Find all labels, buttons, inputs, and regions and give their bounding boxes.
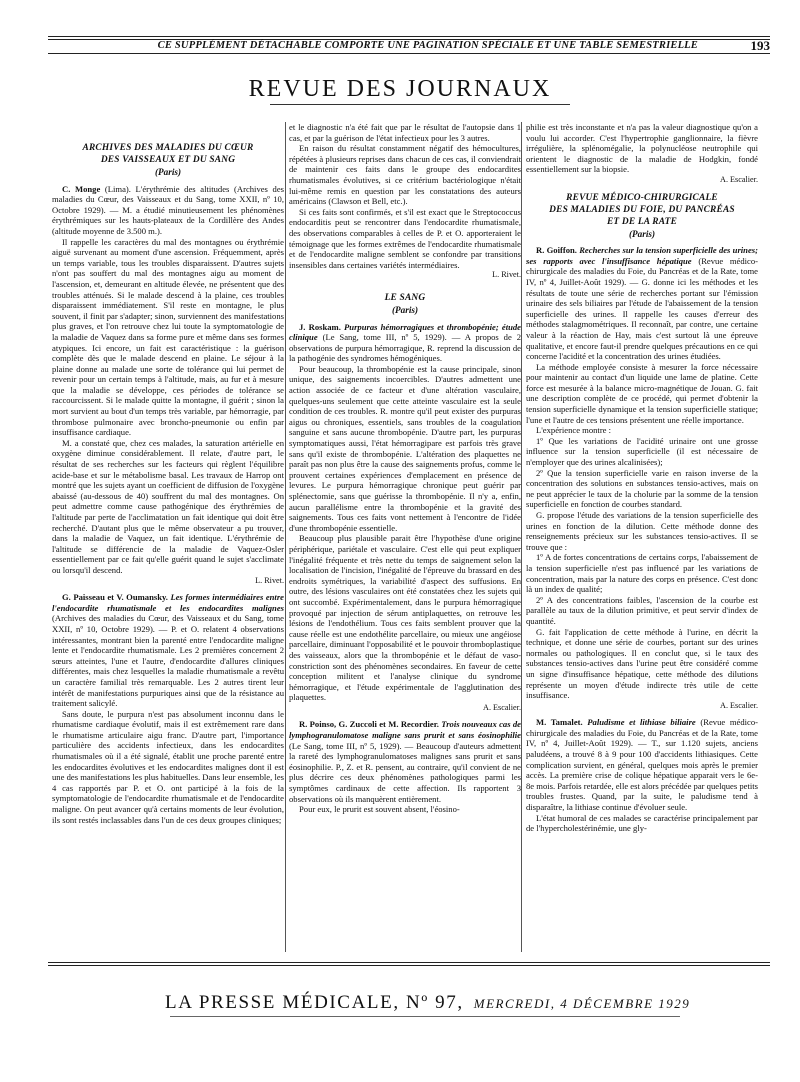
article-signature: A. Escalier. — [720, 700, 758, 710]
journal-footer — [165, 992, 690, 1014]
article-abstract — [52, 592, 284, 709]
column-2 — [289, 122, 521, 815]
article-paragraph: La méthode employée consiste à mesurer la force nécessaire pour maintenir au contact d'un liquide une lame de platine. Cette force est mesurée à la balance micro-magnétique de Jouan. G. fait une description complète de ce procédé, qui permet d'obtenir la tension superficielle dynamique et la tension superficielle statique; l'une et l'autre de ces tensions présentent une réelle importance. — [526, 361, 758, 425]
journal-heading: ET DE LA RATE — [606, 216, 678, 227]
article-author: R. Poinso, G. Zuccoli et M. Recordier. — [299, 719, 439, 730]
column-divider — [285, 122, 286, 952]
journal-heading: REVUE MÉDICO-CHIRURGICALE — [566, 192, 718, 203]
article-paragraph: Il rappelle les caractères du mal des montagnes ou érythrémie aiguë survenant au moment d'une ascension. Fréquemment, après un temps variable, tous les troubles disparaissent. D'autres sujets n'ont pas souffert du mal des montagnes aigu au moment de l'ascension, et, demeurant en altitude élevée, ne présentent que des troubles atténués. Si le malade descend à la plaine, ces troubles disparaissent immédiatement. S'il reste en montagne, le plus souvent, il finit par s'adapter; sinon, surviennent des manifestations plus graves, et l'on retrouve chez lui toute la symptomatologie de la maladie de Vaquez dans sa forme pure et même dans ses formes atypiques. Ici encore, un fait est caractéristique : la guérison complète dès que le malade descend en plaine. Le séjour à la plaine donne au malade une sorte de tolérance qui lui permet de revenir pour un certain temps à l'altitude, mais, au fur et à mesure que la maladie se développe, ces périodes de tolérance se raccourcissent. Si le malade quitte la montagne, il guérit ; sinon la mort survient au bout d'un temps très variable, par hémorragie, par thrombose pulmonaire avec broncho-pneumonie ou enfin par insuffisance cardiaque. — [52, 236, 284, 438]
article-reference: (Revue médico-chirurgicale des maladies du Foie, du Pancréas et de la Rate, tome IV, nº 4, Juillet-Août 1929). — G. donne ici les méthodes et les résultats de toute une série de recherches portant sur l'émission urinaire des sels biliaires par l'étude de l'abaissement de la tension superficielle des urines. Il rappelle les causes d'erreur des méthodes stalagmométriques. Il reconnaît, par contre, une certaine valeur à la réaction de Hay, mais c'est surtout là une épreuve qualitative, et encore faut-il prendre quelques précautions en ce qui concerne l'acidité et la concentration des urines étudiées. — [526, 255, 759, 362]
article-author: J. Roskam. — [299, 321, 341, 332]
article-paragraph: L'expérience montre : — [536, 425, 612, 436]
supplement-notice: CE SUPPLÉMENT DÉTACHABLE COMPORTE UNE PAGINATION SPÉCIALE ET UNE TABLE SEMESTRIELLE — [157, 40, 698, 51]
article-abstract — [289, 322, 521, 364]
article-signature: A. Escalier. — [720, 174, 758, 184]
journal-heading: DES MALADIES DU FOIE, DU PANCRÉAS — [549, 204, 735, 215]
article-author: G. Paisseau et V. Oumansky. — [62, 592, 168, 603]
article-paragraph: 1º Que les variations de l'acidité urinaire ont une grosse influence sur la tension superficielle (il est nécessaire de n'employer que des urines alcalinisées); — [526, 435, 758, 468]
article-title: Purpuras hémorragiques et thrombopénie; étude clinique — [289, 321, 521, 343]
article-paragraph: G. fait l'application de cette méthode à l'urine, en décrit la technique, et donne une série de courbes, portant sur des urines normales ou pathologiques. Il en conclut que, si le taux des substances tensio-actives dans l'urine peut être considéré comme un signe d'insuffisance hépatique, cette méthode des dilutions représente un moyen d'étude indirecte très utile de cette insuffisance. — [526, 626, 758, 701]
article-paragraph: et le diagnostic n'a été fait que par le résultat de l'autopsie dans 1 cas, et par la guérison de l'état infectieux pour les 3 autres. — [289, 122, 521, 143]
article-signature: L. Rivet. — [255, 575, 284, 585]
journal-heading: LE SANG — [384, 292, 426, 303]
issue-date: MERCREDI, 4 DÉCEMBRE 1929 — [473, 996, 691, 1011]
article-title: Trois nouveaux cas de lymphogranulomatose maligne sans prurit et sans éosinophilie — [289, 719, 521, 741]
article-author: M. Tamalet. — [536, 717, 583, 728]
article-paragraph: Sans doute, le purpura n'est pas absolument inconnu dans le rhumatisme cardiaque évolutif, mais il est extrêmement rare dans le rhumatisme articulaire aigu franc. D'autre part, l'importance particulière des accidents infectieux, dans les endocardites rhumatismales où il a été signalé, établit une proche parenté entre les endocardites évolutives et les endocardites malignes dont il est une des manifestations les plus habituelles. Dans leur ensemble, les 4 cas rapportés par P. et O. ont participé à la fois de la symptomatologie de l'endocardite rhumatismale et de l'endocardite maligne. On peut avancer qu'à certains moments de leur évolution, ils sont restés inclassables dans l'un de ces deux groupes cliniques; — [52, 708, 284, 825]
article-reference: (Le Sang, tome III, nº 5, 1929). — Beaucoup d'auteurs admettent la rareté des lymphogranulomatoses malignes sans prurit et sans éosinophilie. P., Z. et R. pensent, au contraire, qu'il convient de ne plus décrire ces deux phénomènes pathologiques parmi les symptômes cardinaux de cette affection. Ils rapportent 3 observations où ils manquèrent entièrement. — [289, 740, 521, 804]
journal-place: (Paris) — [628, 228, 656, 239]
journal-heading: ARCHIVES DES MALADIES DU CŒUR — [82, 143, 254, 153]
article-paragraph: Pour eux, le prurit est souvent absent, l'éosino- — [299, 804, 460, 815]
article-paragraph: 2º A des concentrations faibles, l'ascension de la courbe est parallèle au taux de la dilution primitive, et peut servir d'index de quantité. — [526, 594, 758, 626]
article-paragraph: philie est très inconstante et n'a pas la valeur diagnostique qu'on a voulu lui accorder. C'est l'hypertrophie ganglionnaire, la fièvre irrégulière, la splénomégalie, la polynucléose neutrophile qui orientent le diagnostic de la maladie de Hodgkin, fondé essentiellement sur la biopsie. — [526, 122, 758, 175]
article-paragraph: Si ces faits sont confirmés, et s'il est exact que le Streptococcus endocarditis peut se rencontrer dans l'endocardite rhumatismale, des observations comparables à celles de P. et O. apporteraient le témoignage que les formes extrêmes de l'endocardite rhumatismale et de l'endocardite maligne semblent se confondre par transitions insensibles dans certaines variétés intermédiaires. — [289, 206, 521, 270]
footer-rule — [48, 965, 770, 966]
article-paragraph: Pour beaucoup, la thrombopénie est la cause principale, sinon unique, des saignements incoercibles. D'autres admettent une action associée de ce facteur et d'une altération vasculaire, quelques-uns seulement que cette atteinte vasculaire est la seule condition de ces troubles. R. montre qu'il peut exister des purpuras aigus ou chroniques, essentiels, sans troubles de la coagulation sanguine et sans aucune thrombopénie. D'autre part, les purpuras symptomatiques aussi, l'état hémorragipare est parfois très grave sans qu'il existe de thrombopénie. L'altération des plaquettes ne paraît pas non plus être la cause des saignements profus, comme le prouvent certaines expériences d'emplacement en présence de levures. Le purpura hémorragique chronique peut guérir par splénectomie, sans que guérisse la thrombopénie. Il n'y a, enfin, aucun parallélisme entre la thrombopénie et la gravité des saignements. Tous ces faits vont nettement à l'encontre de l'idée d'une thrombopénie essentielle. — [289, 363, 521, 533]
article-reference: (Archives des maladies du Cœur, des Vaisseaux et du Sang, tome XXII, nº 10, Octobre 1929). — P. et O. relatent 4 observations intéressantes, montrant bien la parenté entre l'endocardite maligne lente et l'endocardite rhumatismale. Les 2 premières concernent 2 sœurs atteintes, l'une et l'autre, d'endocardite d'allures cliniques différentes, mais chez lesquelles la maladie rhumatismale a revêtu un caractère familial très remarquable. Les 2 autres tirent leur intérêt de manifestations purpuriques ainsi que de la résistance au traitement salicylé. — [52, 613, 284, 709]
article-title: Les formes intermédiaires entre l'endocardite rhumatismale et les endocardites malignes — [52, 592, 284, 613]
article-abstract — [526, 245, 758, 362]
column-3 — [526, 122, 758, 834]
article-title: Paludisme et lithiase biliaire — [587, 717, 696, 728]
article-reference: (Revue médico-chirurgicale des maladies du Foie, du Pancréas et de la Rate, tome IV, nº 4, Juillet-Août 1929). — T., sur 1.120 sujets, anciens paludéens, a trouvé 8 à 9 pour 100 d'accidents lithiasiques. Cette complication survient, en général, quelques mois après le premier accès. La première crise de colique hépatique apparait vers le 6e-8e mois. Parfois retardée, elle est alors précédée par quelques petits troubles frustes. Quand, par la suite, le paludisme tend à disparaître, la lithiase continue d'évoluer seule. — [526, 717, 758, 813]
article-paragraph: G. propose l'étude des variations de la tension superficielle des urines en fonction de la dilution. Cette méthode donne des renseignements précieux sur les substances tensio-actives. Il se trouve que : — [526, 510, 758, 552]
article-paragraph: Beaucoup plus plausible parait être l'hypothèse d'une origine périphérique, pariétale et vasculaire. C'est elle qui peut expliquer l'inégalité fréquente et très nette du temps de saignement selon la localisation de l'incision, l'inégalité de l'épreuve du brassard en des endroits symétriques, la variabilité d'aspect des suffusions. En outre, des lésions vasculaires ont été constatées chez les sujets qui ont succombé. Expérimentalement, dans le purpura hémorragique provoqué par injection de sérum antiplaquettes, on retrouve les lésions de l'endothélium. Tous ces faits semblent prouver que la cause réelle est une endothélite parcellaire, ou mieux une angéiose parcellaire, diminuant l'opposabilité et le pouvoir thromboplastique des vaisseaux, alors que la thrombopénie et le défaut de vaso-constriction sont des phénomènes secondaires. En faveur de cette conception militent et l'analyse clinique du syndrome hémorragique, et l'étude expérimentale de l'agglutination des plaquettes. — [289, 533, 521, 703]
article-reference: (Lima). L'érythrémie des altitudes (Archives des maladies du Cœur, des Vaisseaux et du Sang, tome XXII, nº 10, Octobre 1929). — M. a étudié minutieusement les phénomènes érythrémiques sur les hauts-plateaux de la Cordillère des Andes (altitude moyenne de 3.500 m.). — [52, 183, 284, 236]
column-1 — [52, 122, 284, 825]
article-paragraph: En raison du résultat constamment négatif des hémocultures, répétées à plusieurs reprises dans chacun de ces cas, il conviendrait de maintenir ces faits dans le groupe des endocardites rhumatismales évolutives, si ce critérium bactériologique n'était lui-même remis en question par les constatations des auteurs américains (Clawson et Bell, etc.). — [289, 143, 521, 207]
header-rule — [48, 36, 770, 37]
article-signature: A. Escalier. — [483, 702, 521, 712]
article-author: R. Goiffon. — [536, 245, 577, 256]
article-paragraph: L'état humoral de ces malades se caractérise principalement par de l'hypercholestérinémie, une gly- — [526, 812, 758, 834]
journal-heading: DES VAISSEAUX ET DU SANG — [100, 155, 236, 165]
title-rule — [270, 104, 570, 105]
article-paragraph: 2º Que la tension superficielle varie en raison inverse de la concentration des solutions en substances tensio-actives, mais on ne peut apprécier le taux de la cholurie par la somme de la tension superficielle en fonction de courbes standard. — [526, 467, 758, 510]
footer-rule — [48, 962, 770, 963]
journal-name: LA PRESSE MÉDICALE, Nº 97, — [165, 992, 464, 1013]
section-title: REVUE DES JOURNAUX — [248, 76, 552, 102]
column-divider — [521, 122, 522, 952]
article-abstract — [526, 717, 758, 812]
header-rule — [48, 53, 770, 54]
article-author: C. Monge — [62, 183, 101, 194]
article-title: Recherches sur la tension superficielle des urines; ses rapports avec l'insuffisance hépatique — [526, 245, 758, 266]
article-abstract — [289, 719, 521, 804]
running-header — [48, 36, 770, 52]
footer-underline — [170, 1016, 680, 1017]
journal-place: (Paris) — [391, 304, 419, 315]
article-paragraph: 1º A de fortes concentrations de certains corps, l'abaissement de la tension superficielle n'est pas influencé par les variations de concentration, mais par la nature des corps en présence. C'est donc là un index de qualité; — [526, 552, 758, 595]
article-reference: (Le Sang, tome III, nº 5, 1929). — A propos de 2 observations de purpura hémorragique, R. reprend la discussion de la pathogénie des syndromes hémogéniques. — [289, 332, 521, 364]
article-abstract — [52, 184, 284, 237]
article-paragraph: M. a constaté que, chez ces malades, la saturation artérielle en oxygène diminue considérablement. Il relate, d'autre part, le résultat de ses recherches sur les facteurs qui règlent l'équilibre acide-base et sur le métabolisme basal. Les travaux de Harrop ont montré que les sujets ayant un coefficient de diffusion de l'oxygène abaissé (au-dessous de 40) souffrent du mal des montagnes. On peut admettre comme cause pathogénique des érythrémies de l'altitude par perte de l'acclimatation un fait identique qui doit être recherché. D'autant plus que le même observateur a pu trouver, dans la maladie de Vaquez, un fait identique. L'érythrémie de l'altitude se différencie de la maladie de Vaquez-Osler essentiellement par ce fait qu'elle guérit quand le sujet s'acclimate ou lorsqu'il descend. — [52, 437, 284, 575]
article-signature: L. Rivet. — [492, 270, 521, 280]
page-number: 193 — [750, 38, 770, 53]
journal-place: (Paris) — [154, 167, 182, 177]
